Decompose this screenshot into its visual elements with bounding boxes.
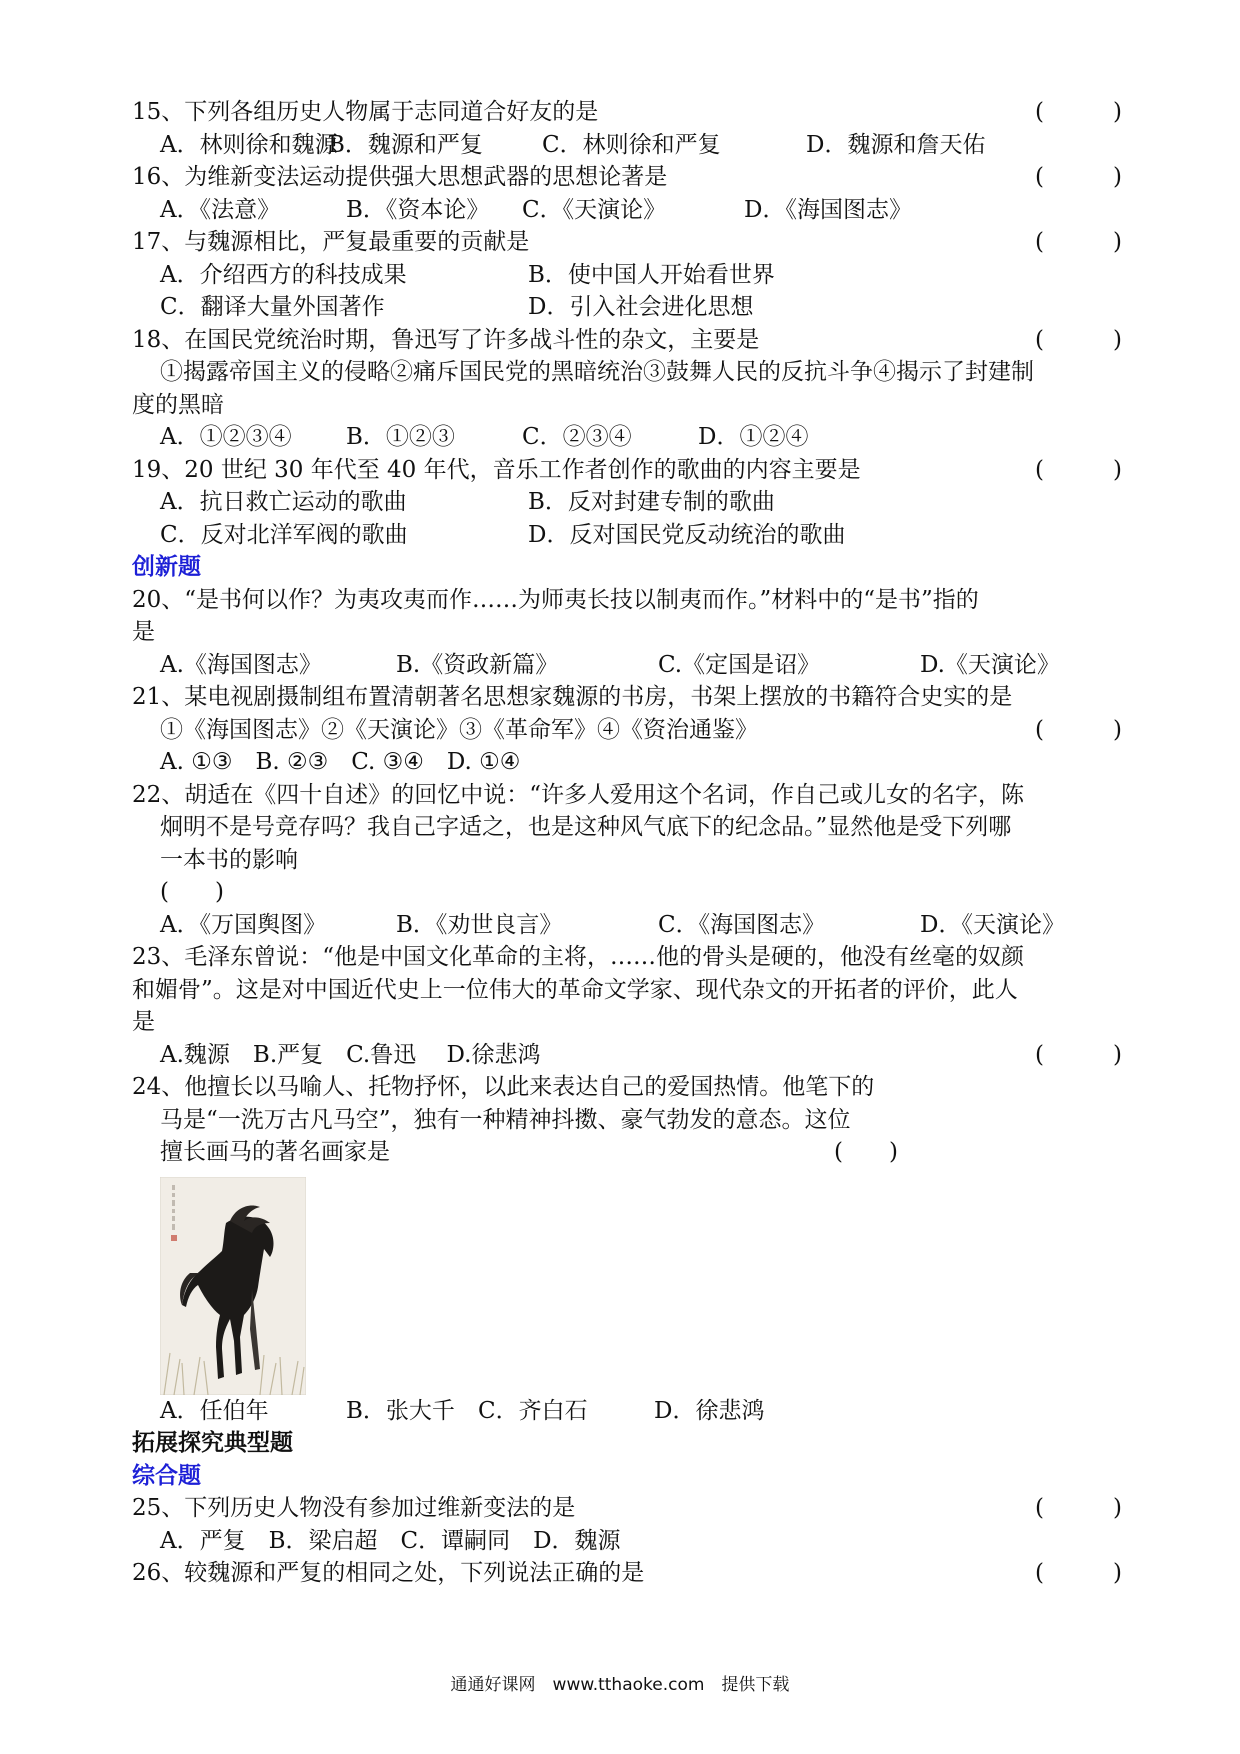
question-16-stem	[132, 161, 1122, 194]
question-text: 17、与魏源相比，严复最重要的贡献是	[132, 229, 530, 255]
option-b: B.《资政新篇》	[396, 651, 559, 678]
option-b: B．反对封建专制的歌曲	[528, 489, 775, 515]
option-c: C．《海国图志》	[658, 911, 826, 938]
option-c: C．《天演论》	[522, 196, 667, 223]
question-24-stem-cont: 马是“一洗万古凡马空”，独有一种精神抖擞、豪气勃发的意态。这位	[160, 1106, 851, 1133]
question-text: 擅长画马的著名画家是	[160, 1139, 390, 1165]
horse-painting-image	[160, 1177, 306, 1395]
options-text: A.魏源 B.严复 C.鲁迅 D.徐悲鸿	[160, 1041, 541, 1068]
option-a: A．抗日救亡运动的歌曲	[160, 489, 407, 515]
question-19-options-row2	[132, 519, 1122, 552]
question-22-stem-cont: 炯明不是号竞存吗？我自己字适之，也是这种风气底下的纪念品。”显然他是受下列哪	[160, 814, 1012, 840]
question-24-stem: 24、他擅长以马喻人、托物抒怀，以此来表达自己的爱国热情。他笔下的	[132, 1074, 875, 1100]
option-a: A．林则徐和魏源	[160, 131, 338, 158]
answer-bracket: ( )	[1035, 1041, 1122, 1068]
question-25-stem	[132, 1492, 1122, 1525]
question-18-stem	[132, 324, 1122, 357]
answer-bracket: ( )	[1035, 99, 1122, 125]
option-b: B．使中国人开始看世界	[528, 261, 775, 288]
question-22-bracket	[132, 876, 1122, 909]
question-15-options	[132, 129, 1122, 162]
question-20-options	[132, 649, 1122, 682]
option-d: D．反对国民党反动统治的歌曲	[528, 521, 846, 548]
question-24-stem-cont2	[132, 1136, 1122, 1169]
question-18-statements: ①揭露帝国主义的侵略②痛斥国民党的黑暗统治③鼓舞人民的反抗斗争④揭示了封建制	[160, 359, 1034, 385]
question-26-stem	[132, 1557, 1122, 1590]
question-23-stem-cont2: 是	[132, 1009, 155, 1035]
option-d: D.《天演论》	[920, 651, 1060, 678]
option-b: B．①②③	[346, 424, 455, 450]
option-d: D．徐悲鸿	[654, 1397, 765, 1424]
section-heading-innovation: 创新题	[132, 554, 201, 580]
option-b: B．魏源和严复	[328, 131, 483, 158]
option-b: B．《劝世良言》	[396, 911, 563, 938]
answer-bracket: ( )	[1035, 1560, 1122, 1586]
question-17-options-row1	[132, 259, 1122, 292]
option-a: A.《海国图志》	[160, 651, 322, 678]
option-c: C．翻译大量外国著作	[160, 294, 385, 320]
question-23-stem-cont: 和媚骨”。这是对中国近代史上一位伟大的革命文学家、现代杂文的开拓者的评价，此人	[132, 976, 1018, 1003]
option-c: C．②③④	[522, 424, 632, 450]
option-a: A．①②③④	[160, 424, 292, 450]
question-20-stem: 20、“是书何以作？为夷攻夷而作……为师夷长技以制夷而作。”材料中的“是书”指的	[132, 586, 979, 613]
answer-bracket: ( )	[1035, 164, 1122, 190]
option-d: D．《天演论》	[920, 911, 1065, 938]
book-list: ①《海国图志》②《天演论》③《革命军》④《资治通鉴》	[160, 716, 758, 743]
option-d: D．①②④	[698, 424, 809, 450]
question-25-options: A．严复 B．梁启超 C．谭嗣同 D．魏源	[160, 1527, 621, 1554]
page-footer: 通通好课网 www.tthaoke.com 提供下载	[450, 1675, 790, 1695]
option-b: B．《资本论》	[346, 196, 490, 223]
question-text: 19、20 世纪 30 年代至 40 年代，音乐工作者创作的歌曲的内容主要是	[132, 456, 861, 483]
question-24-options	[132, 1395, 1122, 1428]
answer-bracket: ( )	[1035, 326, 1122, 353]
option-a: A．《万国舆图》	[160, 911, 327, 938]
question-23-options	[132, 1039, 1122, 1072]
answer-bracket: ( )	[834, 1139, 898, 1165]
option-d: D．引入社会进化思想	[528, 294, 754, 320]
question-19-stem	[132, 454, 1122, 487]
question-text: 25、下列历史人物没有参加过维新变法的是	[132, 1495, 576, 1521]
question-20-stem-cont: 是	[132, 619, 155, 645]
question-23-stem: 23、毛泽东曾说：“他是中国文化革命的主将，……他的骨头是硬的，他没有丝毫的奴颜	[132, 944, 1025, 970]
question-15-stem	[132, 96, 1122, 129]
option-a: A．介绍西方的科技成果	[160, 261, 407, 288]
question-text: 15、下列各组历史人物属于志同道合好友的是	[132, 99, 599, 125]
option-b: B．张大千	[346, 1397, 455, 1424]
question-text: 16、为维新变法运动提供强大思想武器的思想论著是	[132, 164, 668, 190]
option-c: C．齐白石	[478, 1397, 588, 1424]
question-18-options	[132, 421, 1122, 454]
question-text: 26、较魏源和严复的相同之处，下列说法正确的是	[132, 1560, 645, 1586]
answer-bracket: ( )	[1035, 229, 1122, 255]
exam-page	[132, 96, 1122, 1590]
question-19-options-row1	[132, 486, 1122, 519]
section-heading-comprehensive: 综合题	[132, 1462, 201, 1489]
answer-bracket: ( )	[1035, 1495, 1122, 1521]
question-22-stem-cont2: 一本书的影响	[160, 846, 298, 873]
section-heading-extend: 拓展探究典型题	[132, 1430, 293, 1456]
question-text: 18、在国民党统治时期，鲁迅写了许多战斗性的杂文，主要是	[132, 326, 760, 353]
option-c: C．林则徐和严复	[542, 131, 721, 158]
question-22-stem: 22、胡适在《四十自述》的回忆中说：“许多人爱用这个名词，作自己或儿女的名字，陈	[132, 781, 1025, 808]
question-21-options: A. ①③ B. ②③ C. ③④ D. ①④	[160, 749, 521, 775]
question-21-books	[132, 714, 1122, 747]
option-c: C．反对北洋军阀的歌曲	[160, 521, 408, 548]
question-17-options-row2	[132, 291, 1122, 324]
answer-bracket: ( )	[1035, 716, 1122, 743]
question-21-stem: 21、某电视剧摄制组布置清朝著名思想家魏源的书房，书架上摆放的书籍符合史实的是	[132, 684, 1013, 710]
question-17-stem	[132, 226, 1122, 259]
answer-bracket: ( )	[160, 879, 224, 905]
question-22-options	[132, 909, 1122, 942]
option-d: D．魏源和詹天佑	[806, 131, 986, 158]
answer-bracket: ( )	[1035, 456, 1122, 483]
option-c: C.《定国是诏》	[658, 651, 821, 678]
question-18-statements-cont: 度的黑暗	[132, 391, 224, 418]
option-d: D．《海国图志》	[744, 196, 912, 223]
question-16-options	[132, 194, 1122, 227]
option-a: A．《法意》	[160, 196, 281, 223]
option-a: A．任伯年	[160, 1397, 269, 1424]
